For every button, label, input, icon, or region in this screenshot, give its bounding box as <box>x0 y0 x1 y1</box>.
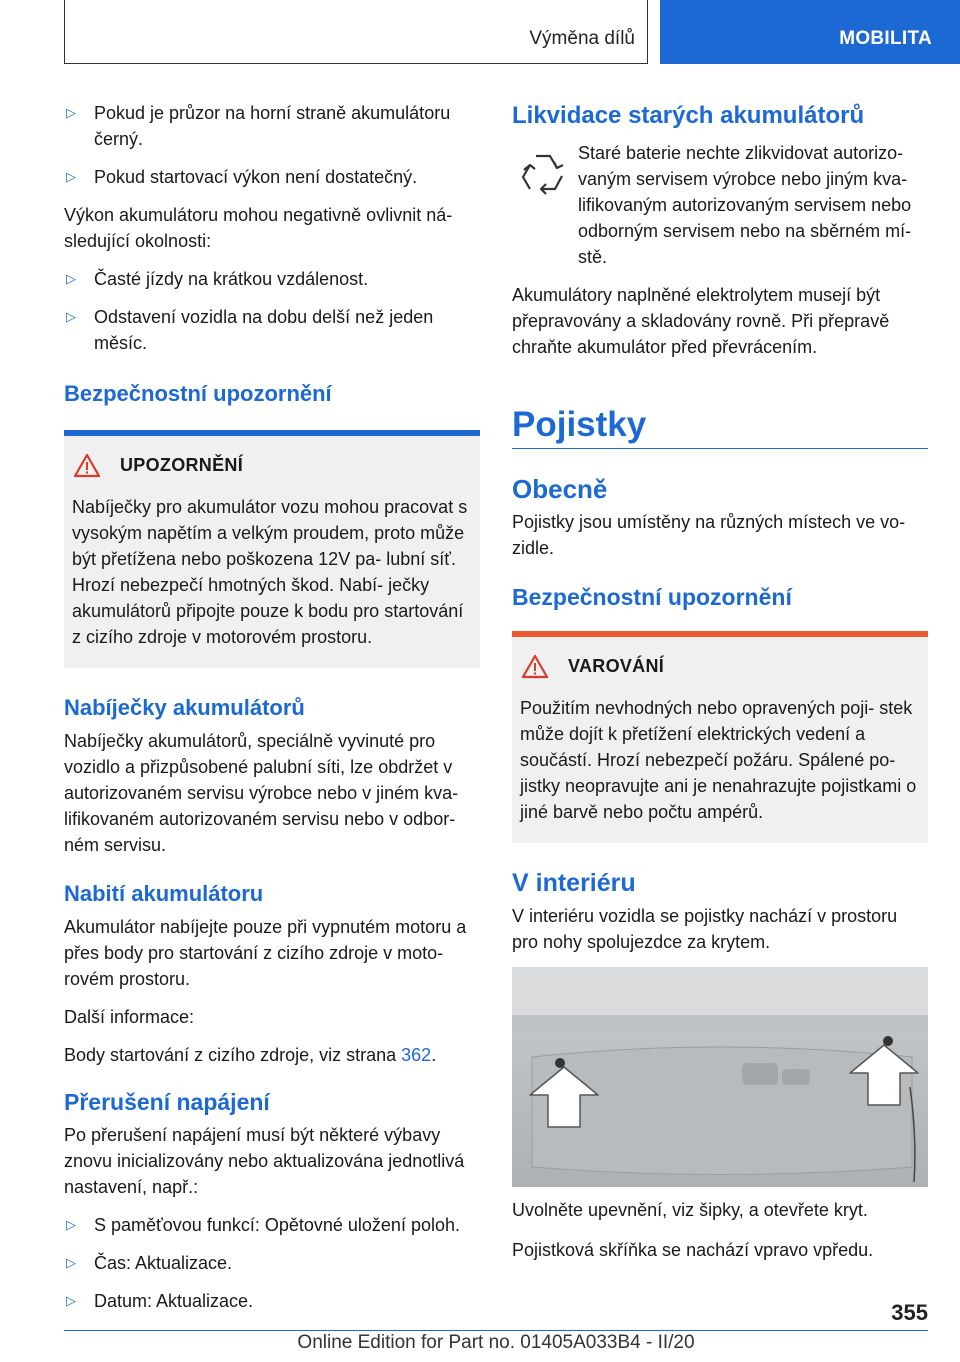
paragraph: Akumulátory naplněné elektrolytem musejí být přepravovány a skladovány rovně. Při přepravě chraňte akumulátor před převrácením. <box>512 285 890 357</box>
section-heading: Nabíječky akumulátorů <box>64 695 305 720</box>
page-number: 355 <box>891 1300 928 1325</box>
warning-title: UPOZORNĚNÍ <box>120 454 244 475</box>
section-heading: Bezpečnostní upozornění <box>512 584 792 610</box>
bullet-triangle-icon: ▷ <box>66 169 76 184</box>
paragraph: Další informace: <box>64 1007 195 1027</box>
paragraph: Pojistky jsou umístěny na různých místech ve vo‐ zidle. <box>512 512 906 558</box>
paragraph: Po přerušení napájení musí být některé výbavy znovu inicializovány nebo aktualizována jednotlivá nastavení, např.: <box>64 1125 465 1197</box>
header-chapter-title: MOBILITA <box>839 28 932 49</box>
recycle-icon <box>514 146 572 204</box>
bullet-list-settings <box>64 1212 480 1314</box>
list-item: ▷ Čas: Aktualizace. <box>64 1250 480 1276</box>
bullet-triangle-icon: ▷ <box>66 105 76 120</box>
section-heading: Bezpečnostní upozornění <box>64 381 332 406</box>
section-heading: Obecně <box>512 474 608 504</box>
bullet-triangle-icon: ▷ <box>66 271 76 286</box>
chapter-heading: Pojistky <box>512 405 647 444</box>
list-item: ▷ S paměťovou funkcí: Opětovné uložení poloh. <box>64 1212 480 1238</box>
list-item: ▷ Pokud je průzor na horní straně akumulátoru černý. <box>64 100 480 152</box>
paragraph: V interiéru vozidla se pojistky nachází v prostoru pro nohy spolujezdce za krytem. <box>512 906 898 952</box>
disposal-block <box>512 140 928 360</box>
warning-triangle-icon <box>520 653 550 679</box>
right-column <box>512 100 928 1275</box>
paragraph: Nabíječky akumulátorů, speciálně vyvinuté pro vozidlo a přizpůsobené palubní síti, lze obdržet v autorizovaném servisu výrobce nebo v jiném kva‐ lifikovaném autorizovaném servisu nebo v odbor‐ ném servisu. <box>64 731 459 855</box>
warning-triangle-icon <box>72 452 102 478</box>
fuse-cover-photo <box>512 967 928 1187</box>
chapter-heading-wrap <box>512 404 928 449</box>
bullet-list-circumstances <box>64 266 480 356</box>
list-item: ▷ Odstavení vozidla na dobu delší než jeden měsíc. <box>64 304 480 356</box>
warning-text: Použitím nevhodných nebo opravených poji‐ stek může dojít k přetížení elektrických vedení a součástí. Hrozí nebezpečí požáru. Spálené po‐ jistky neopravujte ani je nenahrazujte pojistkami o jiné barvě nebo počtu ampérů. <box>520 698 917 822</box>
warning-box <box>64 430 480 668</box>
list-item: ▷ Časté jízdy na krátkou vzdálenost. <box>64 266 480 292</box>
warning-box <box>512 631 928 843</box>
warning-header <box>520 637 920 695</box>
footer-edition: Online Edition for Part no. 01405A033B4 - II/20 <box>297 1332 695 1353</box>
paragraph: Pojistková skříňka se nachází vpravo vpředu. <box>512 1240 874 1260</box>
warning-header <box>72 436 472 494</box>
bullet-triangle-icon: ▷ <box>66 1255 76 1270</box>
list-item: ▷ Datum: Aktualizace. <box>64 1288 480 1314</box>
header-section-box <box>64 0 648 64</box>
warning-text: Nabíječky pro akumulátor vozu mohou pracovat s vysokým napětím a velkým proudem, proto může být přetížena nebo poškozena 12V pa‐ lubní síť. Hrozí nebezpečí hmotných škod. Nabí‐ ječky akumulátorů připojte pouze k bodu pro startování z cizího zdroje v motorovém prostoru. <box>72 497 468 647</box>
bullet-triangle-icon: ▷ <box>66 309 76 324</box>
bullet-list-indicators <box>64 100 480 190</box>
page-reference-link[interactable]: 362 <box>401 1045 432 1065</box>
section-heading: Nabití akumulátoru <box>64 881 264 906</box>
section-heading: Likvidace starých akumulátorů <box>512 102 865 129</box>
disposal-text: Staré baterie nechte zlikvidovat autorizo‐ vaným servisem výrobce nebo jiným kva‐ lifikovaným autorizovaným servisem nebo odborným servisem nebo na sběrném mí‐ stě. <box>578 143 912 267</box>
reference-paragraph: Body startování z cizího zdroje, viz strana 362. <box>64 1045 437 1065</box>
header-chapter-tab <box>660 0 960 64</box>
bullet-triangle-icon: ▷ <box>66 1293 76 1308</box>
section-heading: Přerušení napájení <box>64 1089 270 1115</box>
bullet-triangle-icon: ▷ <box>66 1217 76 1232</box>
left-column <box>64 100 480 1326</box>
list-item: ▷ Pokud startovací výkon není dostatečný. <box>64 164 480 190</box>
header-section-title: Výměna dílů <box>529 28 635 49</box>
section-heading: V interiéru <box>512 869 636 897</box>
paragraph: Výkon akumulátoru mohou negativně ovlivnit ná‐ sledující okolnosti: <box>64 205 453 251</box>
paragraph: Akumulátor nabíjejte pouze při vypnutém motoru a přes body pro startování z cizího zdroje v moto‐ rovém prostoru. <box>64 917 467 989</box>
photo-caption: Uvolněte upevnění, viz šipky, a otevřete kryt. <box>512 1200 868 1220</box>
warning-title: VAROVÁNÍ <box>568 655 665 676</box>
footer-divider <box>64 1330 928 1331</box>
